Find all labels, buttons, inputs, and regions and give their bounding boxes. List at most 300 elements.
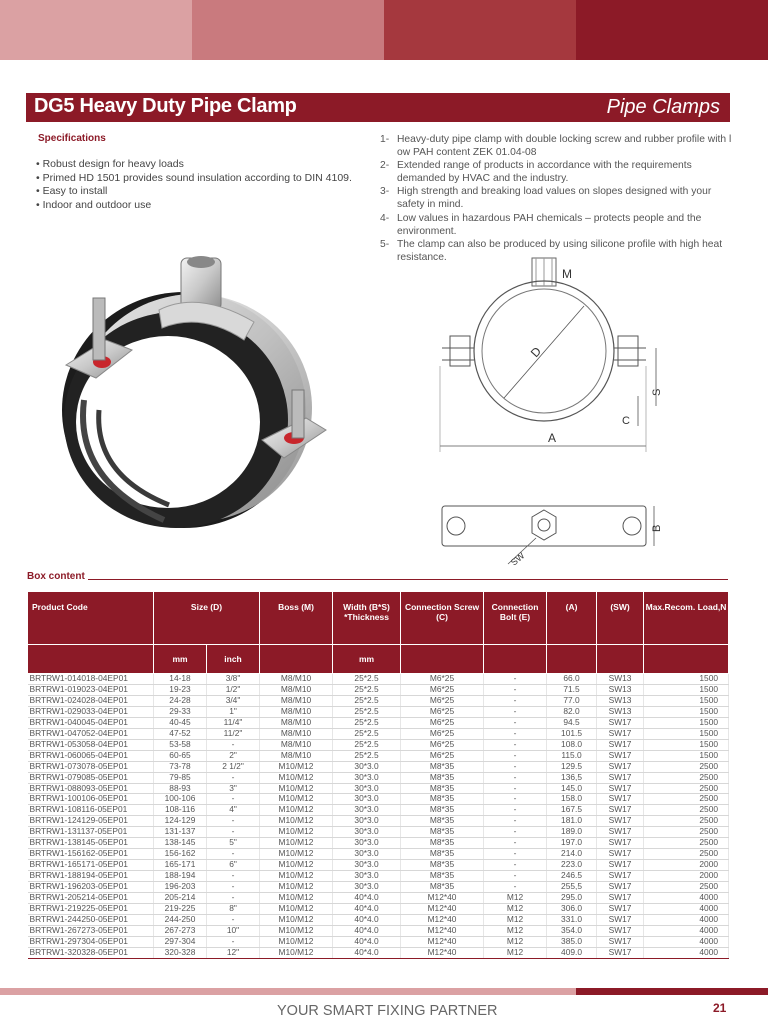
table-cell: 30*3.0 [333, 838, 401, 849]
table-cell: 77.0 [547, 695, 597, 706]
table-cell: M10/M12 [260, 860, 333, 871]
table-cell: 8" [207, 904, 260, 915]
table-cell: 30*3.0 [333, 761, 401, 772]
spec-bullets [36, 158, 352, 212]
table-cell: 267-273 [154, 925, 207, 936]
table-cell: M8*35 [401, 849, 484, 860]
spec-bullet: • Indoor and outdoor use [36, 199, 352, 213]
table-cell: 30*3.0 [333, 882, 401, 893]
table-cell: 2500 [644, 783, 729, 794]
table-cell: M12*40 [401, 947, 484, 958]
table-cell: 188-194 [154, 871, 207, 882]
table-cell: M6*25 [401, 728, 484, 739]
table-cell: 1500 [644, 684, 729, 695]
table-cell: 2500 [644, 816, 729, 827]
table-cell: - [484, 772, 547, 783]
feature-text: The clamp can also be produced by using silicone profile with high heat resistance. [397, 238, 723, 263]
dim-c-label: C [622, 415, 630, 427]
table-cell: M10/M12 [260, 772, 333, 783]
table-cell: - [484, 849, 547, 860]
table-cell: 197.0 [547, 838, 597, 849]
table-cell: 205-214 [154, 893, 207, 904]
table-cell: 88-93 [154, 783, 207, 794]
table-cell: 2500 [644, 882, 729, 893]
table-cell: 1500 [644, 728, 729, 739]
table-cell: 2 1/2" [207, 761, 260, 772]
table-cell: M8*35 [401, 794, 484, 805]
table-cell: 25*2.5 [333, 684, 401, 695]
table-cell: 115.0 [547, 750, 597, 761]
table-cell: M8*35 [401, 882, 484, 893]
table-cell: - [484, 706, 547, 717]
table-cell: 2500 [644, 838, 729, 849]
table-row [28, 794, 729, 805]
table-cell: M8*35 [401, 860, 484, 871]
table-cell: - [484, 684, 547, 695]
table-cell: - [207, 772, 260, 783]
table-cell: 255,5 [547, 882, 597, 893]
feature-item [380, 185, 740, 211]
table-cell: SW17 [597, 750, 644, 761]
page-number: 21 [713, 1001, 727, 1015]
dim-sw-label: SW [508, 550, 527, 568]
title-bar [26, 93, 730, 122]
table-cell: M6*25 [401, 739, 484, 750]
subheader-mm: mm [333, 645, 401, 674]
table-cell: - [207, 914, 260, 925]
table-cell: M8/M10 [260, 739, 333, 750]
table-cell: 101.5 [547, 728, 597, 739]
table-cell: 4000 [644, 925, 729, 936]
table-cell: M10/M12 [260, 882, 333, 893]
table-cell: M6*25 [401, 674, 484, 685]
table-cell: M8*35 [401, 871, 484, 882]
table-cell: 354.0 [547, 925, 597, 936]
table-cell: - [484, 783, 547, 794]
table-cell: BRTRW1-131137-05EP01 [28, 827, 154, 838]
table-cell: 19-23 [154, 684, 207, 695]
table-cell: BRTRW1-267273-05EP01 [28, 925, 154, 936]
table-row [28, 827, 729, 838]
table-cell: 1" [207, 706, 260, 717]
table-cell: 181.0 [547, 816, 597, 827]
table-cell: 25*2.5 [333, 695, 401, 706]
table-cell: 306.0 [547, 904, 597, 915]
table-cell: BRTRW1-138145-05EP01 [28, 838, 154, 849]
table-cell: 2" [207, 750, 260, 761]
table-cell: BRTRW1-088093-05EP01 [28, 783, 154, 794]
table-cell: 189.0 [547, 827, 597, 838]
table-row [28, 816, 729, 827]
table-cell: 40*4.0 [333, 947, 401, 958]
table-cell: SW17 [597, 827, 644, 838]
table-cell: 409.0 [547, 947, 597, 958]
table-cell: 11/2" [207, 728, 260, 739]
table-cell: - [484, 860, 547, 871]
table-row [28, 947, 729, 958]
table-cell: SW17 [597, 805, 644, 816]
table-cell: 10" [207, 925, 260, 936]
table-cell: 2500 [644, 772, 729, 783]
table-cell: - [207, 739, 260, 750]
table-cell: - [484, 761, 547, 772]
table-cell: BRTRW1-205214-05EP01 [28, 893, 154, 904]
table-cell: M10/M12 [260, 925, 333, 936]
table-cell: BRTRW1-079085-05EP01 [28, 772, 154, 783]
subheader-empty [484, 645, 547, 674]
table-cell: BRTRW1-029033-04EP01 [28, 706, 154, 717]
table-cell: 1/2" [207, 684, 260, 695]
table-cell: - [207, 794, 260, 805]
table-cell: M8/M10 [260, 717, 333, 728]
table-cell: M10/M12 [260, 761, 333, 772]
table-cell: 4000 [644, 893, 729, 904]
table-cell: - [207, 893, 260, 904]
table-row [28, 783, 729, 794]
table-cell: SW13 [597, 674, 644, 685]
table-cell: 30*3.0 [333, 849, 401, 860]
table-row [28, 750, 729, 761]
feature-list [380, 133, 740, 264]
table-cell: - [484, 695, 547, 706]
table-cell: BRTRW1-124129-05EP01 [28, 816, 154, 827]
table-cell: 30*3.0 [333, 860, 401, 871]
table-cell: 14-18 [154, 674, 207, 685]
table-cell: 246.5 [547, 871, 597, 882]
clamp-top-view-drawing [432, 500, 676, 576]
feature-number: 3- [380, 186, 390, 198]
table-cell: 40*4.0 [333, 893, 401, 904]
table-cell: SW17 [597, 893, 644, 904]
specifications-heading: Specifications [38, 133, 106, 144]
table-cell: BRTRW1-019023-04EP01 [28, 684, 154, 695]
table-cell: M10/M12 [260, 914, 333, 925]
header-band-3 [384, 0, 576, 60]
table-row [28, 904, 729, 915]
table-cell: BRTRW1-100106-05EP01 [28, 794, 154, 805]
table-cell: - [484, 838, 547, 849]
table-row [28, 674, 729, 685]
table-cell: M8/M10 [260, 674, 333, 685]
table-cell: M10/M12 [260, 816, 333, 827]
footer-band-light [0, 988, 576, 995]
table-cell: 2000 [644, 871, 729, 882]
table-row [28, 882, 729, 893]
table-cell: SW17 [597, 739, 644, 750]
table-cell: 2500 [644, 805, 729, 816]
table-cell: 108.0 [547, 739, 597, 750]
table-cell: - [484, 816, 547, 827]
col-product-code: Product Code [28, 592, 154, 645]
table-row [28, 706, 729, 717]
clamp-technical-drawing [432, 256, 676, 456]
table-cell: M12*40 [401, 914, 484, 925]
table-cell: 1500 [644, 706, 729, 717]
header-band-1 [0, 0, 192, 60]
table-cell: 53-58 [154, 739, 207, 750]
table-cell: 25*2.5 [333, 750, 401, 761]
table-row [28, 849, 729, 860]
header-band-4 [576, 0, 768, 60]
table-cell: - [484, 717, 547, 728]
table-cell: 1500 [644, 717, 729, 728]
feature-number: 4- [380, 212, 390, 224]
table-cell: M6*25 [401, 695, 484, 706]
product-table-wrap [27, 591, 728, 959]
table-cell: BRTRW1-108116-05EP01 [28, 805, 154, 816]
table-cell: 3/8" [207, 674, 260, 685]
subheader-empty [260, 645, 333, 674]
table-cell: M12 [484, 925, 547, 936]
product-table-body [28, 674, 729, 959]
table-cell: 4" [207, 805, 260, 816]
table-cell: 30*3.0 [333, 794, 401, 805]
subheader-empty [644, 645, 729, 674]
table-cell: M6*25 [401, 717, 484, 728]
page-title: DG5 Heavy Duty Pipe Clamp [34, 95, 297, 117]
col-width: Width (B*S) *Thickness [333, 592, 401, 645]
table-cell: M10/M12 [260, 827, 333, 838]
table-cell: M10/M12 [260, 838, 333, 849]
table-cell: M12 [484, 893, 547, 904]
table-cell: 66.0 [547, 674, 597, 685]
table-cell: M8/M10 [260, 706, 333, 717]
table-cell: - [484, 728, 547, 739]
table-cell: M8*35 [401, 827, 484, 838]
table-row [28, 728, 729, 739]
table-cell: 11/4" [207, 717, 260, 728]
table-cell: 30*3.0 [333, 816, 401, 827]
table-row [28, 838, 729, 849]
table-cell: M8*35 [401, 838, 484, 849]
table-cell: 40-45 [154, 717, 207, 728]
table-cell: 4000 [644, 936, 729, 947]
header-band-2 [192, 0, 384, 60]
box-content-divider [88, 579, 728, 580]
table-row [28, 860, 729, 871]
table-cell: 25*2.5 [333, 717, 401, 728]
table-cell: 124-129 [154, 816, 207, 827]
table-cell: SW17 [597, 816, 644, 827]
footer-band-dark [576, 988, 768, 995]
category-label: Pipe Clamps [606, 96, 720, 118]
table-cell: 3" [207, 783, 260, 794]
table-cell: 25*2.5 [333, 674, 401, 685]
spec-bullet: • Primed HD 1501 provides sound insulation according to DIN 4109. [36, 172, 352, 186]
dim-b-label: B [651, 524, 663, 532]
table-cell: 196-203 [154, 882, 207, 893]
table-cell: 30*3.0 [333, 783, 401, 794]
product-table [27, 591, 729, 959]
table-cell: BRTRW1-047052-04EP01 [28, 728, 154, 739]
col-connection-screw: Connection Screw (C) [401, 592, 484, 645]
table-cell: 40*4.0 [333, 904, 401, 915]
table-cell: M10/M12 [260, 893, 333, 904]
table-cell: M6*25 [401, 706, 484, 717]
table-cell: SW17 [597, 838, 644, 849]
table-cell: 138-145 [154, 838, 207, 849]
table-cell: 3/4" [207, 695, 260, 706]
table-row [28, 717, 729, 728]
table-cell: 1500 [644, 695, 729, 706]
table-cell: M12*40 [401, 936, 484, 947]
table-cell: SW17 [597, 925, 644, 936]
table-row [28, 871, 729, 882]
table-cell: BRTRW1-165171-05EP01 [28, 860, 154, 871]
box-content-heading: Box content [27, 571, 85, 582]
table-cell: M6*25 [401, 684, 484, 695]
table-cell: SW17 [597, 882, 644, 893]
table-cell: - [484, 674, 547, 685]
table-cell: BRTRW1-024028-04EP01 [28, 695, 154, 706]
table-cell: 1500 [644, 750, 729, 761]
table-cell: BRTRW1-297304-05EP01 [28, 936, 154, 947]
table-cell: M12 [484, 947, 547, 958]
table-cell: - [207, 827, 260, 838]
table-cell: SW13 [597, 706, 644, 717]
table-cell: - [484, 827, 547, 838]
table-cell: M10/M12 [260, 783, 333, 794]
table-cell: 108-116 [154, 805, 207, 816]
table-cell: M8*35 [401, 783, 484, 794]
table-cell: 219-225 [154, 904, 207, 915]
table-cell: 214.0 [547, 849, 597, 860]
table-cell: 165-171 [154, 860, 207, 871]
feature-text: Extended range of products in accordance with the requirements demanded by HVAC and the industry. [397, 160, 692, 185]
table-cell: 30*3.0 [333, 871, 401, 882]
feature-number: 5- [380, 238, 390, 250]
feature-text: High strength and breaking load values on slopes designed with your safety in mind. [397, 186, 712, 211]
table-cell: 145.0 [547, 783, 597, 794]
table-cell: 25*2.5 [333, 706, 401, 717]
table-cell: M8/M10 [260, 728, 333, 739]
table-cell: SW17 [597, 761, 644, 772]
table-cell: - [207, 882, 260, 893]
table-cell: SW17 [597, 849, 644, 860]
table-row [28, 805, 729, 816]
table-row [28, 914, 729, 925]
table-cell: M8/M10 [260, 695, 333, 706]
table-cell: - [484, 750, 547, 761]
table-cell: 40*4.0 [333, 925, 401, 936]
table-cell: 297-304 [154, 936, 207, 947]
table-cell: BRTRW1-040045-04EP01 [28, 717, 154, 728]
table-cell: 1500 [644, 674, 729, 685]
dim-s-label: S [651, 388, 663, 396]
dim-d-label: D [527, 344, 545, 361]
spec-bullet: • Easy to install [36, 185, 352, 199]
table-cell: 94.5 [547, 717, 597, 728]
table-cell: BRTRW1-156162-05EP01 [28, 849, 154, 860]
table-cell: 100-106 [154, 794, 207, 805]
table-cell: 24-28 [154, 695, 207, 706]
feature-number: 1- [380, 134, 390, 145]
table-cell: 30*3.0 [333, 805, 401, 816]
table-cell: 79-85 [154, 772, 207, 783]
subheader-empty [401, 645, 484, 674]
table-cell: - [484, 739, 547, 750]
table-cell: 5" [207, 838, 260, 849]
feature-item [380, 212, 740, 238]
table-row [28, 684, 729, 695]
table-cell: BRTRW1-188194-05EP01 [28, 871, 154, 882]
table-cell: 47-52 [154, 728, 207, 739]
table-cell: 30*3.0 [333, 772, 401, 783]
table-cell: M10/M12 [260, 947, 333, 958]
table-cell: BRTRW1-320328-05EP01 [28, 947, 154, 958]
table-cell: 6" [207, 860, 260, 871]
table-cell: BRTRW1-060065-04EP01 [28, 750, 154, 761]
table-cell: SW17 [597, 914, 644, 925]
table-cell: M12*40 [401, 925, 484, 936]
table-cell: 12" [207, 947, 260, 958]
table-cell: BRTRW1-219225-05EP01 [28, 904, 154, 915]
table-cell: 40*4.0 [333, 914, 401, 925]
table-cell: M8*35 [401, 805, 484, 816]
table-cell: M12 [484, 936, 547, 947]
subheader-empty [547, 645, 597, 674]
subheader-inch: inch [207, 645, 260, 674]
table-cell: - [484, 882, 547, 893]
table-cell: 82.0 [547, 706, 597, 717]
spec-bullet: • Robust design for heavy loads [36, 158, 352, 172]
col-a: (A) [547, 592, 597, 645]
col-sw: (SW) [597, 592, 644, 645]
table-cell: 40*4.0 [333, 936, 401, 947]
feature-item [380, 133, 740, 159]
table-cell: SW17 [597, 728, 644, 739]
table-cell: 331.0 [547, 914, 597, 925]
table-cell: 244-250 [154, 914, 207, 925]
table-cell: M10/M12 [260, 794, 333, 805]
table-cell: 1500 [644, 739, 729, 750]
table-cell: M8/M10 [260, 684, 333, 695]
table-cell: - [484, 805, 547, 816]
table-cell: 131-137 [154, 827, 207, 838]
table-row [28, 695, 729, 706]
table-cell: 320-328 [154, 947, 207, 958]
table-cell: 167.5 [547, 805, 597, 816]
table-cell: SW17 [597, 947, 644, 958]
table-cell: 2500 [644, 827, 729, 838]
table-cell: BRTRW1-244250-05EP01 [28, 914, 154, 925]
col-boss: Boss (M) [260, 592, 333, 645]
table-cell: M12*40 [401, 893, 484, 904]
table-cell: 73-78 [154, 761, 207, 772]
table-cell: M12*40 [401, 904, 484, 915]
feature-text: Heavy-duty pipe clamp with double locking screw and rubber profile with l ow PAH content ZEK 01.04-08 [397, 134, 732, 159]
pipe-clamp-photo [44, 250, 334, 540]
table-cell: M10/M12 [260, 904, 333, 915]
table-row [28, 739, 729, 750]
table-cell: BRTRW1-014018-04EP01 [28, 674, 154, 685]
table-cell: M10/M12 [260, 936, 333, 947]
table-cell: - [207, 936, 260, 947]
table-cell: - [207, 849, 260, 860]
table-cell: SW17 [597, 783, 644, 794]
col-max-load: Max.Recom. Load,N [644, 592, 729, 645]
table-cell: 2500 [644, 761, 729, 772]
table-cell: BRTRW1-073078-05EP01 [28, 761, 154, 772]
table-cell: SW17 [597, 936, 644, 947]
table-cell: BRTRW1-196203-05EP01 [28, 882, 154, 893]
table-cell: - [484, 794, 547, 805]
subheader-empty [597, 645, 644, 674]
dim-m-label: M [562, 267, 572, 281]
table-cell: 2500 [644, 794, 729, 805]
table-cell: 29-33 [154, 706, 207, 717]
table-row [28, 772, 729, 783]
